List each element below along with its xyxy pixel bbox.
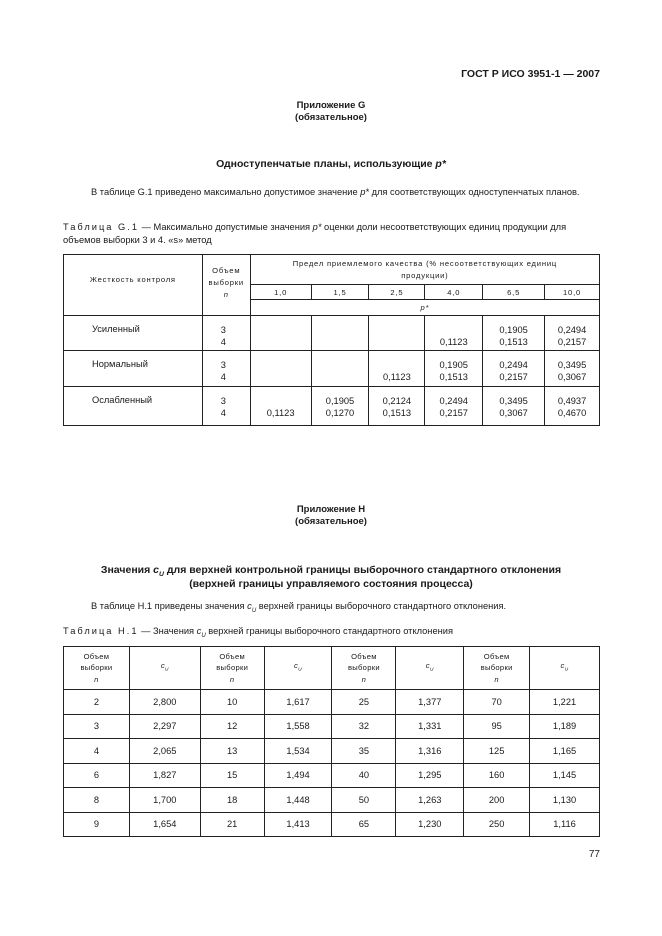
cu-cell: 1,230: [396, 812, 464, 837]
sample-size-cell: 250: [464, 812, 530, 837]
table-row: [64, 690, 600, 715]
value-cell: 0,3495 0,3067: [483, 387, 545, 426]
value-cell: 0,4937 0,4670: [545, 387, 600, 426]
value-cell: 0,3495 0,3067: [545, 351, 600, 387]
appendix-h-status: (обязательное): [295, 516, 367, 527]
sample-size-cell: 10: [200, 690, 264, 715]
value-cell: 0,1905 0,1270: [311, 387, 369, 426]
table-row: [64, 739, 600, 764]
aql-value: 10,0: [545, 285, 600, 300]
cu-cell: 1,654: [129, 812, 200, 837]
appendix-h-intro: В таблице H.1 приведены значения $c_U$ верхней границы выборочного стандартного отклонения.: [91, 601, 507, 614]
value-cell: [311, 316, 369, 351]
sample-size-cell: 4: [64, 739, 130, 764]
header-cu: $c_U$: [129, 647, 200, 690]
cu-cell: 1,189: [530, 714, 600, 739]
value-cell: [250, 316, 311, 351]
table-row: [64, 351, 600, 387]
table-g1-caption: Таблица G.1 — Максимально допустимые значения p* оценки доли несоответствующих единиц продукции для объемов выборки 3 и 4. «s» метод: [63, 222, 567, 245]
cu-cell: 1,295: [396, 763, 464, 788]
value-cell: 0,1123: [250, 387, 311, 426]
cu-cell: 1,534: [264, 739, 332, 764]
cu-cell: 1,116: [530, 812, 600, 837]
sample-size-cell: 95: [464, 714, 530, 739]
cu-cell: 1,331: [396, 714, 464, 739]
sample-size-cell: 6: [64, 763, 130, 788]
cu-cell: 1,130: [530, 788, 600, 813]
cu-cell: 1,700: [129, 788, 200, 813]
table-row: [64, 788, 600, 813]
header-sample-size: Объем выборки n: [64, 647, 130, 690]
sample-size-cell: 65: [332, 812, 396, 837]
aql-value: 1,0: [250, 285, 311, 300]
sample-size-cell: 32: [332, 714, 396, 739]
value-cell: [250, 351, 311, 387]
cu-cell: 1,145: [530, 763, 600, 788]
table-h1: [63, 646, 600, 837]
sample-size-cell: 200: [464, 788, 530, 813]
severity-label: Ослабленный: [64, 387, 203, 426]
cu-cell: 1,377: [396, 690, 464, 715]
sample-size-cell: 15: [200, 763, 264, 788]
table-header-row: [64, 647, 600, 690]
appendix-g-intro: В таблице G.1 приведено максимально допустимое значение p* для соответствующих одноступенчатых планов.: [91, 187, 580, 197]
cu-cell: 1,827: [129, 763, 200, 788]
table-row: [64, 763, 600, 788]
value-cell: 0,2494 0,2157: [425, 387, 483, 426]
cu-cell: 1,617: [264, 690, 332, 715]
appendix-g-status: (обязательное): [295, 112, 367, 123]
header-cu: $c_U$: [530, 647, 600, 690]
header-cu: $c_U$: [264, 647, 332, 690]
appendix-g-heading: Одноступенчатые планы, использующие p*: [216, 158, 446, 170]
table-row: [64, 812, 600, 837]
aql-value: 1,5: [311, 285, 369, 300]
sample-size-cell: 18: [200, 788, 264, 813]
sample-size-cell: 50: [332, 788, 396, 813]
value-cell: [369, 316, 425, 351]
table-row: [64, 714, 600, 739]
page-number: 77: [588, 849, 600, 860]
appendix-h-title: Приложение H: [296, 504, 366, 515]
value-cell: 0,1905 0,1513: [483, 316, 545, 351]
cu-cell: 2,065: [129, 739, 200, 764]
sample-size-cell: 160: [464, 763, 530, 788]
header-severity: Жесткость контроля: [64, 255, 203, 316]
sample-size-cell: 2: [64, 690, 130, 715]
cu-cell: 1,221: [530, 690, 600, 715]
value-cell: 0,1905 0,1513: [425, 351, 483, 387]
table-g1: [63, 254, 600, 426]
sample-size-cell: 25: [332, 690, 396, 715]
sample-size-cell: 40: [332, 763, 396, 788]
cu-cell: 1,316: [396, 739, 464, 764]
sample-size-cell: 3: [64, 714, 130, 739]
sample-size-cell: 3 4: [202, 351, 250, 387]
value-cell: [311, 351, 369, 387]
severity-label: Нормальный: [64, 351, 203, 387]
document-reference: ГОСТ Р ИСО 3951-1 — 2007: [461, 68, 600, 80]
value-cell: 0,1123: [369, 351, 425, 387]
header-sample-size: Объем выборки n: [332, 647, 396, 690]
sample-size-cell: 8: [64, 788, 130, 813]
cu-cell: 1,165: [530, 739, 600, 764]
table-h1-caption: Таблица H.1 — Значения $c_U$ верхней границы выборочного стандартного отклонения: [63, 626, 453, 639]
value-cell: 0,2494 0,2157: [545, 316, 600, 351]
value-cell: 0,2494 0,2157: [483, 351, 545, 387]
value-cell: 0,2124 0,1513: [369, 387, 425, 426]
cu-cell: 1,413: [264, 812, 332, 837]
sample-size-cell: 3 4: [202, 316, 250, 351]
cu-cell: 1,558: [264, 714, 332, 739]
severity-label: Усиленный: [64, 316, 203, 351]
header-sample-size: Объем выборки n: [202, 255, 250, 316]
sample-size-cell: 70: [464, 690, 530, 715]
header-cu: $c_U$: [396, 647, 464, 690]
header-sample-size: Объем выборки n: [200, 647, 264, 690]
value-cell: 0,1123: [425, 316, 483, 351]
cu-cell: 1,448: [264, 788, 332, 813]
sample-size-cell: 21: [200, 812, 264, 837]
header-pstar: p*: [250, 300, 599, 316]
appendix-g-title: Приложение G: [296, 100, 366, 111]
cu-cell: 2,297: [129, 714, 200, 739]
table-row: [64, 387, 600, 426]
appendix-h-heading-line2: (верхней границы управляемого состояния процесса): [189, 578, 473, 590]
sample-size-cell: 35: [332, 739, 396, 764]
header-aql: Предел приемлемого качества (% несоответствующих единиц продукции): [250, 255, 599, 285]
appendix-h-heading: Значения $c_U$ для верхней контрольной границы выборочного стандартного отклонения: [100, 564, 562, 579]
cu-cell: 2,800: [129, 690, 200, 715]
sample-size-cell: 9: [64, 812, 130, 837]
header-sample-size: Объем выборки n: [464, 647, 530, 690]
sample-size-cell: 125: [464, 739, 530, 764]
aql-value: 6,5: [483, 285, 545, 300]
sample-size-cell: 13: [200, 739, 264, 764]
sample-size-cell: 3 4: [202, 387, 250, 426]
cu-cell: 1,263: [396, 788, 464, 813]
cu-cell: 1,494: [264, 763, 332, 788]
sample-size-cell: 12: [200, 714, 264, 739]
aql-value: 4,0: [425, 285, 483, 300]
table-row: [64, 316, 600, 351]
aql-value: 2,5: [369, 285, 425, 300]
